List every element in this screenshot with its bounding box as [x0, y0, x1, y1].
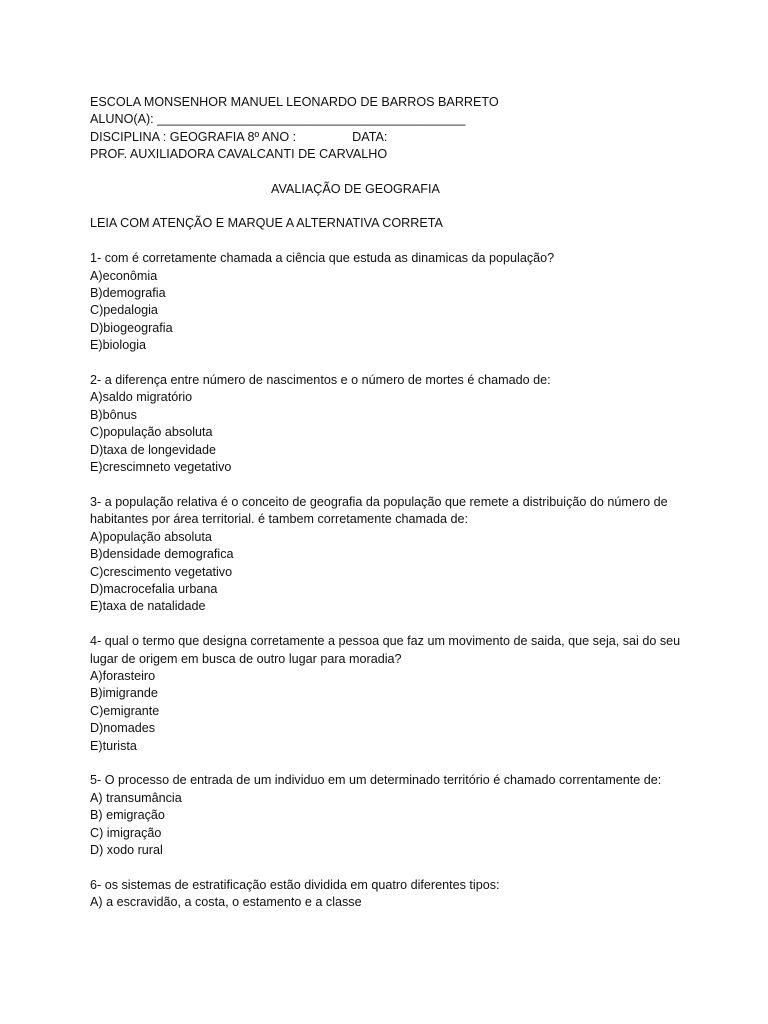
school-name: ESCOLA MONSENHOR MANUEL LEONARDO DE BARROS BARRETO [90, 95, 499, 109]
option-b: B) emigração [90, 808, 165, 823]
question-6 [90, 877, 710, 912]
teacher-name: PROF. AUXILIADORA CAVALCANTI DE CARVALHO [90, 147, 388, 162]
question-text: 6- os sistemas de estratificação estão dividida em quatro diferentes tipos: [90, 877, 500, 892]
option-b: B)imigrande [90, 686, 158, 701]
option-d: D)taxa de longevidade [90, 442, 217, 457]
option-b: B)densidade demografica [90, 547, 234, 562]
option-d: D)nomades [90, 721, 156, 736]
option-a: A) transumância [90, 790, 182, 805]
option-e: E)turista [90, 738, 137, 753]
option-c: C) imigração [90, 825, 162, 840]
question-4 [90, 633, 710, 755]
question-1 [90, 250, 710, 354]
option-c: C)população absoluta [90, 425, 213, 440]
option-d: D) xodo rural [90, 842, 163, 857]
option-e: E)biologia [90, 338, 147, 353]
option-a: A)forasteiro [90, 668, 156, 683]
question-text: 4- qual o termo que designa corretamente a pessoa que faz um movimento de saida, que seja, sai do seu lugar de origem em busca de outro lugar para moradia? [90, 634, 681, 666]
option-a: A) a escravidão, a costa, o estamento e a classe [90, 895, 362, 910]
exam-page [90, 94, 710, 912]
option-e: E)taxa de natalidade [90, 599, 206, 614]
question-2 [90, 372, 710, 476]
discipline-line: DISCIPLINA : GEOGRAFIA 8º ANO : DATA: [90, 129, 388, 144]
option-b: B)demografia [90, 286, 166, 301]
question-text: 3- a população relativa é o conceito de geografia da população que remete a distribuição do número de habitantes por área territorial. é tambem corretamente chamada de: [90, 494, 668, 527]
exam-title: AVALIAÇÃO DE GEOGRAFIA [271, 181, 440, 196]
option-e: E)crescimneto vegetativo [90, 460, 232, 475]
option-a: A)população absoluta [90, 529, 212, 544]
question-5 [90, 772, 710, 859]
option-d: D)macrocefalia urbana [90, 581, 218, 596]
option-a: A)saldo migratório [90, 390, 193, 405]
option-c: C)crescimento vegetativo [90, 564, 233, 579]
option-c: C)pedalogia [90, 303, 158, 318]
question-text: 2- a diferença entre número de nascimentos e o número de mortes é chamado de: [90, 373, 551, 388]
instruction-text: LEIA COM ATENÇÃO E MARQUE A ALTERNATIVA CORRETA [90, 216, 443, 231]
student-name-field: ALUNO(A): ____________________________________________ [90, 112, 466, 127]
option-d: D)biogeografia [90, 320, 173, 335]
question-text: 1- com é corretamente chamada a ciência que estuda as dinamicas da população? [90, 251, 555, 266]
option-a: A)econômia [90, 268, 158, 283]
question-3 [90, 494, 710, 616]
question-text: 5- O processo de entrada de um individuo em um determinado território é chamado correntamente de: [90, 773, 662, 788]
option-b: B)bônus [90, 407, 137, 422]
option-c: C)emigrante [90, 703, 160, 718]
